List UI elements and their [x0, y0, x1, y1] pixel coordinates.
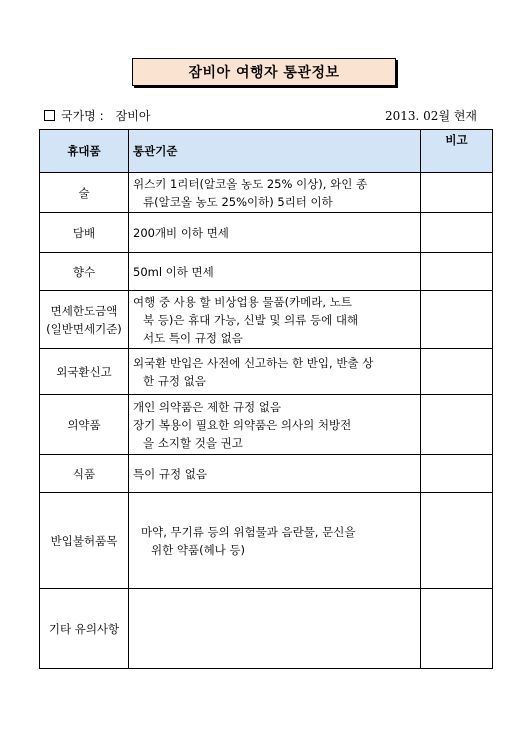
table-row — [40, 349, 493, 395]
table-header-row — [40, 130, 493, 173]
row-standard-text: 200개비 이하 면세 — [133, 225, 229, 240]
row-standard-text: 마약, 무기류 등의 위험물과 음란물, 문신을 — [141, 524, 356, 539]
row-note — [421, 395, 493, 455]
row-note — [421, 349, 493, 395]
row-standard-text: 특이 규정 없음 — [133, 466, 207, 481]
country-value: 잠비아 — [115, 109, 151, 123]
header-standard: 통관기준 — [129, 130, 421, 173]
row-item-text: 향수 — [72, 264, 96, 279]
row-standard — [129, 589, 421, 669]
row-item — [40, 395, 129, 455]
row-note — [421, 589, 493, 669]
table-row — [40, 173, 493, 213]
row-standard-text: 위한 약품(헤나 등) — [151, 542, 246, 557]
row-standard-text: 을 소지할 것을 권고 — [143, 435, 243, 450]
row-item — [40, 455, 129, 493]
table-row — [40, 395, 493, 455]
row-item — [40, 173, 129, 213]
row-item — [40, 349, 129, 395]
country-label: 국가명 : — [61, 109, 104, 123]
checkbox-icon — [44, 110, 55, 121]
row-standard — [129, 173, 421, 213]
row-note — [421, 213, 493, 253]
row-note — [421, 173, 493, 213]
table-row — [40, 493, 493, 589]
row-standard-text: 50ml 이하 면세 — [133, 264, 214, 279]
row-standard — [129, 395, 421, 455]
row-standard — [129, 455, 421, 493]
table-row — [40, 589, 493, 669]
table-body — [40, 173, 493, 669]
row-item-text: 면세한도금액 — [50, 303, 118, 318]
row-standard-text: 개인 의약품은 제한 규정 없음 — [133, 399, 281, 414]
table-row — [40, 455, 493, 493]
table-row — [40, 253, 493, 291]
date-info: 2013. 02월 현재 — [385, 109, 478, 123]
table-row — [40, 213, 493, 253]
row-item-text: 외국환신고 — [56, 364, 112, 379]
row-item-text: 식품 — [72, 466, 96, 481]
row-item-text: (일반면세기준) — [46, 321, 122, 336]
row-item — [40, 493, 129, 589]
row-standard — [129, 253, 421, 291]
row-standard — [129, 291, 421, 349]
row-standard-text: 서도 특이 규정 없음 — [143, 330, 243, 345]
row-standard — [129, 493, 421, 589]
row-item — [40, 213, 129, 253]
table-row — [40, 291, 493, 349]
row-note — [421, 493, 493, 589]
customs-table — [39, 129, 493, 669]
row-note — [421, 253, 493, 291]
row-standard-text: 류(알코올 농도 25%이하) 5리터 이하 — [143, 194, 333, 209]
row-standard-text: 북 등)은 휴대 가능, 신발 및 의류 등에 대해 — [143, 312, 359, 327]
country-info — [44, 107, 150, 124]
row-note — [421, 291, 493, 349]
row-item-text: 의약품 — [67, 417, 101, 432]
row-note — [421, 455, 493, 493]
row-standard — [129, 349, 421, 395]
row-item-text: 기타 유의사항 — [48, 621, 120, 636]
header-item: 휴대품 — [40, 130, 129, 173]
row-item — [40, 253, 129, 291]
row-standard-text: 위스키 1리터(알코올 농도 25% 이상), 와인 종 — [133, 176, 368, 191]
row-item-text: 담배 — [72, 225, 96, 240]
row-item — [40, 291, 129, 349]
page-title: 잠비아 여행자 통관정보 — [132, 58, 396, 86]
header-note: 비고 — [421, 130, 493, 173]
row-standard-text: 외국환 반입은 사전에 신고하는 한 반입, 반출 상 — [133, 355, 374, 370]
row-standard — [129, 213, 421, 253]
row-item-text: 반입불허품목 — [50, 533, 118, 548]
row-standard-text: 여행 중 사용 할 비상업용 물품(카메라, 노트 — [133, 294, 352, 309]
row-item — [40, 589, 129, 669]
row-standard-text: 장기 복용이 필요한 의약품은 의사의 처방전 — [133, 417, 352, 432]
row-item-text: 술 — [78, 185, 90, 200]
row-standard-text: 한 규정 없음 — [143, 373, 206, 388]
